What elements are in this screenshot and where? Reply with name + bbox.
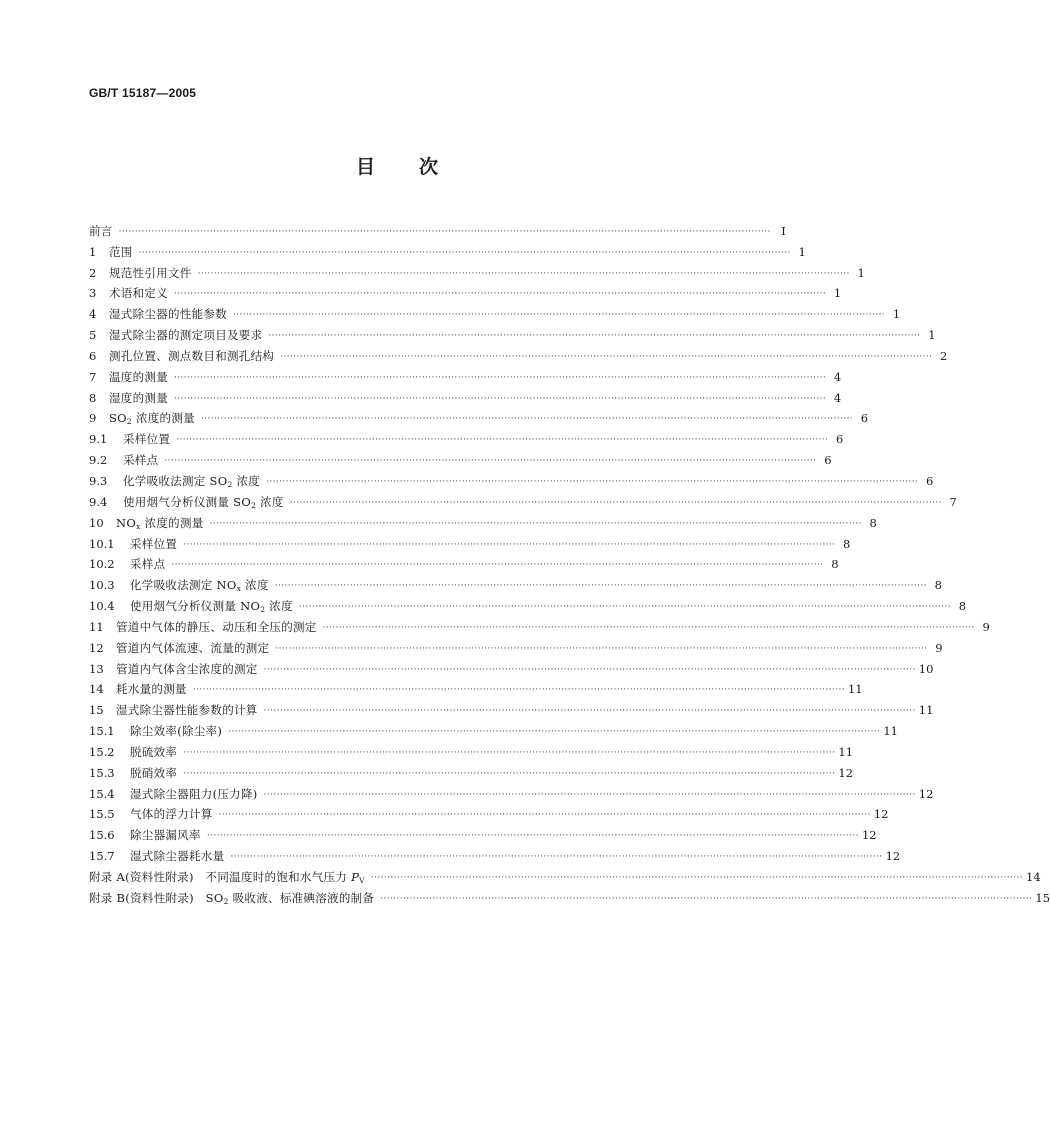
- toc-leader-dots: ········································································································································································································: [206, 831, 859, 842]
- toc-entry-title: 采样点: [130, 557, 166, 572]
- toc-entry-page: 2: [940, 348, 948, 363]
- toc-leader-dots: ········································································································································································································: [263, 706, 916, 717]
- toc-title-subscript: x: [136, 521, 141, 531]
- toc-entry-page: 1: [928, 328, 936, 343]
- toc-entry-title: 测孔位置、测点数目和测孔结构: [109, 348, 275, 363]
- toc-entry-page: 4: [833, 390, 842, 405]
- toc-title-part: 吸收液、标准碘溶液的制备: [228, 890, 375, 905]
- toc-entry-number: 15.6: [89, 828, 115, 843]
- toc-entry[interactable]: [89, 884, 1050, 906]
- toc-entry[interactable]: [89, 425, 844, 447]
- toc-entry-title: 湿式除尘器的性能参数: [109, 307, 227, 322]
- toc-entry-page: 12: [838, 765, 854, 780]
- toc-entry-title: [109, 411, 195, 425]
- toc-leader-dots: ········································································································································································································: [118, 226, 771, 237]
- toc-leader-dots: ········································································································································································································: [174, 372, 827, 383]
- toc-leader-dots: ········································································································································································································: [174, 393, 827, 404]
- toc-title-part: 浓度的测量: [140, 515, 204, 530]
- toc-entry-title: 采样位置: [123, 432, 171, 447]
- toc-leader-dots: ········································································································································································································: [192, 685, 845, 696]
- toc-entry-page: 12: [885, 849, 901, 864]
- toc-entry-number: 11: [89, 619, 104, 634]
- toc-entry-number: 15.4: [89, 786, 115, 801]
- toc-entry-number: 7: [89, 369, 97, 384]
- toc-entry-title: 湿式除尘器性能参数的计算: [116, 703, 258, 718]
- toc-entry[interactable]: [89, 801, 889, 822]
- toc-entry-page: 4: [833, 369, 842, 384]
- toc-entry-page: 11: [883, 724, 898, 739]
- standard-code: GB/T 15187—2005: [89, 86, 197, 100]
- toc-entry-page: 8: [934, 578, 942, 593]
- toc-entry-number: 15.5: [89, 807, 115, 822]
- toc-entry[interactable]: [89, 321, 936, 343]
- toc-entry-title: 采样位置: [130, 536, 178, 551]
- toc-entry-number: 15.7: [89, 849, 115, 864]
- toc-entry-page: 6: [824, 453, 832, 468]
- toc-title-part: NO: [116, 515, 137, 530]
- toc-title-part: 化学吸收法测定 NO: [130, 578, 237, 593]
- toc-entry-number: 8: [89, 390, 97, 405]
- toc-entry-title: 脱硝效率: [130, 765, 178, 780]
- toc-entry[interactable]: [89, 759, 854, 780]
- toc-leader-dots: ········································································································································································································: [289, 497, 942, 508]
- toc-entry-page: 14: [1026, 870, 1041, 884]
- toc-entry-number: 1: [89, 244, 97, 259]
- toc-entry-number: 6: [89, 348, 97, 363]
- toc-entry-number: 9.2: [89, 453, 108, 468]
- toc-entry-number: 13: [89, 661, 104, 676]
- toc-entry-title: 湿式除尘器耗水量: [130, 849, 225, 864]
- toc-leader-dots: ········································································································································································································: [380, 893, 1033, 904]
- toc-entry-page: 11: [918, 703, 934, 718]
- toc-entry[interactable]: [89, 738, 854, 759]
- toc-leader-dots: ········································································································································································································: [138, 247, 791, 258]
- table-of-contents: [89, 217, 1050, 906]
- toc-entry-title: 耗水量的测量: [116, 682, 187, 697]
- toc-entry[interactable]: [89, 530, 851, 551]
- toc-entry[interactable]: [89, 280, 842, 301]
- toc-entry[interactable]: [89, 238, 806, 259]
- toc-entry-page: 1: [798, 244, 806, 259]
- toc-entry-number: 10.4: [89, 599, 115, 614]
- toc-entry-title: 除尘效率(除尘率): [130, 724, 223, 739]
- toc-entry-number: 5: [89, 328, 97, 343]
- toc-entry-number: 9: [89, 411, 97, 426]
- toc-entry-page: 11: [838, 744, 854, 759]
- toc-leader-dots: ········································································································································································································: [274, 581, 927, 592]
- toc-entry-title: 管道中气体的静压、动压和全压的测定: [116, 619, 317, 634]
- toc-entry-page: 15: [1035, 890, 1050, 905]
- toc-entry[interactable]: [89, 217, 786, 238]
- toc-entry[interactable]: [89, 571, 942, 594]
- toc-entry-title: 湿式除尘器阻力(压力降): [130, 786, 258, 801]
- toc-entry-page: 6: [860, 411, 869, 426]
- toc-entry[interactable]: [89, 446, 832, 468]
- toc-leader-dots: ········································································································································································································: [197, 268, 850, 279]
- toc-leader-dots: ········································································································································································································: [280, 351, 933, 362]
- toc-entry-title: 管道内气体流速、流量的测定: [116, 640, 270, 655]
- toc-leader-dots: ········································································································································································································: [263, 789, 916, 800]
- toc-title-subscript: 2: [223, 896, 229, 906]
- toc-title-subscript: V: [359, 876, 365, 885]
- toc-entry-page: 7: [949, 494, 957, 509]
- toc-title-part: 化学吸收法测定 SO: [123, 473, 228, 488]
- toc-entry-title: 规范性引用文件: [109, 265, 192, 280]
- toc-title-variable: P: [351, 870, 360, 884]
- toc-leader-dots: ········································································································································································································: [209, 518, 862, 529]
- toc-entry-page: 8: [831, 557, 839, 572]
- toc-leader-dots: ········································································································································································································: [164, 456, 817, 467]
- toc-entry-title: [130, 599, 293, 613]
- toc-entry[interactable]: [89, 676, 863, 697]
- toc-title-part: 浓度: [256, 494, 284, 509]
- toc-entry[interactable]: [89, 509, 877, 531]
- toc-leader-dots: ········································································································································································································: [268, 331, 921, 342]
- toc-leader-dots: ········································································································································································································: [298, 602, 952, 613]
- toc-entry-page: 8: [869, 515, 877, 530]
- toc-entry-number: 9.1: [89, 432, 108, 447]
- toc-entry-title: 湿式除尘器的测定项目及要求: [109, 328, 263, 343]
- toc-leader-dots: ········································································································································································································: [275, 643, 928, 654]
- toc-entry-page: 8: [958, 599, 967, 614]
- toc-leader-dots: ········································································································································································································: [183, 747, 836, 758]
- toc-title-part: 附录 B(资料性附录) SO: [89, 890, 224, 905]
- toc-entry-number: 15.2: [89, 744, 115, 759]
- toc-entry-page: 12: [873, 807, 889, 822]
- toc-entry[interactable]: [89, 467, 934, 489]
- toc-entry-title: 气体的浮力计算: [130, 807, 213, 822]
- toc-entry[interactable]: [89, 634, 943, 655]
- toc-leader-dots: ········································································································································································································: [263, 664, 916, 675]
- toc-entry-number: 15: [89, 703, 104, 718]
- toc-leader-dots: ········································································································································································································: [200, 414, 854, 425]
- toc-entry[interactable]: [89, 842, 901, 864]
- toc-entry[interactable]: [89, 613, 990, 634]
- toc-leader-dots: ········································································································································································································: [370, 873, 1024, 883]
- toc-entry-page: 9: [982, 619, 990, 634]
- toc-entry-page: 1: [892, 307, 901, 322]
- toc-entry-page: 12: [918, 786, 934, 801]
- toc-entry-title: [123, 495, 284, 509]
- toc-entry-title: 脱硫效率: [130, 744, 178, 759]
- toc-entry-page: 6: [925, 473, 934, 488]
- toc-entry-title: [116, 516, 204, 530]
- toc-title-part: 浓度: [232, 473, 261, 488]
- toc-title-subscript: x: [236, 584, 242, 594]
- toc-leader-dots: ········································································································································································································: [183, 768, 836, 779]
- toc-entry-number: 15.3: [89, 765, 115, 780]
- toc-entry[interactable]: [89, 863, 1041, 885]
- toc-title-subscript: 2: [126, 417, 132, 427]
- toc-entry[interactable]: [89, 300, 901, 322]
- toc-entry-number: 2: [89, 265, 97, 280]
- toc-entry-number: 10.2: [89, 557, 115, 572]
- toc-leader-dots: ········································································································································································································: [176, 435, 829, 446]
- toc-leader-dots: ········································································································································································································: [171, 560, 824, 571]
- toc-title-part: 使用烟气分析仪测量 NO: [130, 599, 261, 614]
- toc-entry-number: 14: [89, 682, 104, 697]
- toc-entry-page: 10: [918, 661, 934, 676]
- toc-entry-page: 9: [935, 640, 943, 655]
- toc-entry-number: 10.3: [89, 578, 115, 593]
- toc-entry-page: 6: [836, 432, 844, 447]
- toc-leader-dots: ········································································································································································································: [228, 727, 881, 738]
- toc-entry-page: I: [781, 223, 786, 238]
- toc-entry-number: 9.4: [89, 494, 108, 509]
- toc-title-subscript: 2: [227, 479, 233, 489]
- toc-entry-number: 12: [89, 640, 104, 655]
- toc-entry-title: 采样点: [123, 453, 159, 468]
- toc-entry[interactable]: [89, 655, 934, 676]
- toc-entry-title: 管道内气体含尘浓度的测定: [116, 661, 258, 676]
- toc-entry-number: 3: [89, 286, 97, 301]
- toc-entry-page: 12: [861, 828, 877, 843]
- toc-entry-page: 1: [833, 286, 842, 301]
- toc-entry-page: 11: [847, 682, 863, 697]
- toc-entry[interactable]: [89, 717, 898, 739]
- toc-leader-dots: ········································································································································································································: [174, 289, 827, 300]
- toc-entry[interactable]: [89, 551, 839, 572]
- toc-entry-title: 温度的测量: [109, 369, 168, 384]
- toc-entry[interactable]: [89, 405, 869, 427]
- toc-title-subscript: 2: [260, 605, 266, 615]
- toc-entry[interactable]: [89, 488, 957, 510]
- toc-entry[interactable]: [89, 780, 934, 801]
- toc-title-subscript: 2: [251, 500, 257, 510]
- toc-title-part: 附录 A(资料性附录) 不同温度时的饱和水气压力: [89, 870, 352, 884]
- toc-entry-title: 湿度的测量: [109, 390, 168, 405]
- toc-entry-title: [123, 474, 260, 488]
- toc-title-part: 浓度: [265, 599, 293, 614]
- toc-entry-number: 9.3: [89, 473, 108, 488]
- toc-leader-dots: ········································································································································································································: [266, 476, 919, 487]
- toc-entry-title: 范围: [109, 244, 133, 259]
- toc-entry[interactable]: [89, 696, 934, 718]
- toc-entry[interactable]: [89, 821, 877, 843]
- toc-entry-page: 1: [857, 265, 865, 280]
- toc-entry[interactable]: [89, 363, 842, 384]
- toc-entry-number: 15.1: [89, 724, 115, 739]
- toc-leader-dots: ········································································································································································································: [183, 539, 836, 550]
- toc-entry-title: 术语和定义: [109, 286, 168, 301]
- toc-leader-dots: ········································································································································································································: [230, 852, 883, 863]
- toc-entry-title: 前言: [89, 223, 113, 238]
- toc-entry-title: [89, 870, 365, 884]
- toc-leader-dots: ········································································································································································································: [233, 310, 886, 321]
- toc-entry-number: 4: [89, 307, 97, 322]
- toc-entry[interactable]: [89, 592, 967, 615]
- toc-entry[interactable]: [89, 259, 865, 280]
- title-char-1: 目: [355, 156, 375, 178]
- toc-title-part: 浓度的测量: [131, 411, 195, 426]
- toc-entry-title: [130, 578, 269, 592]
- toc-entry-title: [89, 891, 374, 905]
- toc-entry[interactable]: [89, 342, 948, 363]
- toc-title-part: SO: [109, 411, 127, 426]
- toc-title-part: 使用烟气分析仪测量 SO: [123, 494, 252, 509]
- toc-leader-dots: ········································································································································································································: [322, 622, 975, 633]
- title-char-2: 次: [419, 156, 439, 178]
- toc-title-part: 浓度: [241, 578, 269, 593]
- page-title: [0, 152, 794, 179]
- toc-entry-number: 10.1: [89, 536, 115, 551]
- toc-leader-dots: ········································································································································································································: [218, 810, 871, 821]
- toc-entry-title: 除尘器漏风率: [130, 828, 201, 843]
- toc-entry[interactable]: [89, 384, 842, 405]
- toc-entry-number: 10: [89, 515, 104, 530]
- toc-entry-page: 8: [843, 536, 851, 551]
